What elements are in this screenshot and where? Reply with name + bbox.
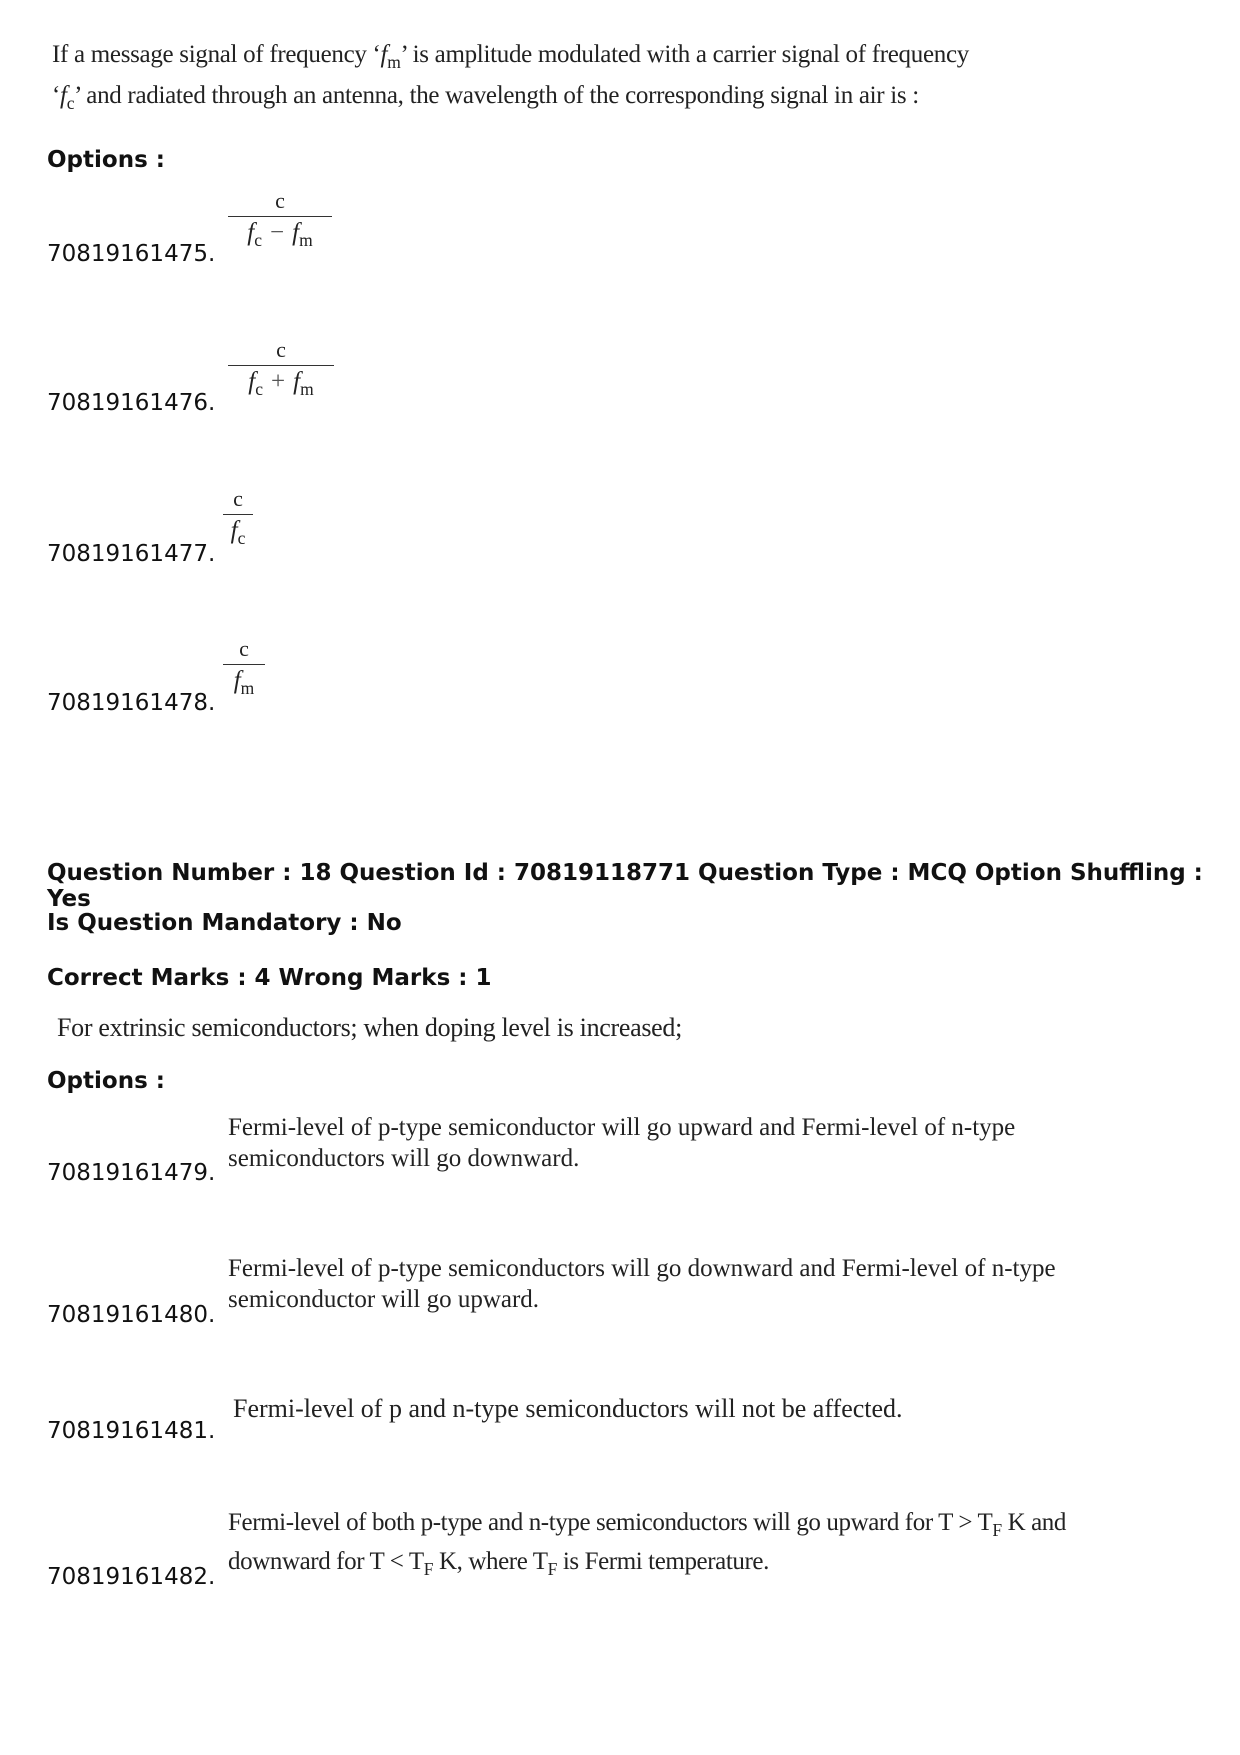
option-id: 70819161479. bbox=[47, 1160, 216, 1186]
option-id: 70819161478. bbox=[47, 690, 216, 716]
options-label: Options : bbox=[47, 1068, 165, 1094]
question-17-text bbox=[52, 38, 1152, 120]
option-text: Fermi-level of p and n-type semiconductors will not be affected. bbox=[233, 1394, 903, 1423]
option-id: 70819161477. bbox=[47, 541, 216, 567]
fraction-option-1: c $f_c - f_m$ bbox=[228, 188, 332, 251]
question-mandatory: Is Question Mandatory : No bbox=[47, 910, 402, 936]
options-label: Options : bbox=[47, 147, 165, 173]
option-id: 70819161480. bbox=[47, 1302, 216, 1328]
fraction-option-2: c $f_c + f_m$ bbox=[228, 337, 334, 400]
option-id: 70819161475. bbox=[47, 241, 216, 267]
option-id: 70819161482. bbox=[47, 1564, 216, 1590]
option-text: Fermi-level of both p-type and n-type semiconductors will go upward for $T > T_F$ K and downward for $T < T_F$ K, where $T_F$ is Fermi temperature. bbox=[228, 1509, 1067, 1580]
fraction-option-4: c $f_m$ bbox=[223, 636, 265, 699]
question-marks: Correct Marks : 4 Wrong Marks : 1 bbox=[47, 965, 492, 991]
question-17-line-2: ‘$f_c$’ and radiated through an antenna, the wavelength of the corresponding signal in air is : bbox=[52, 82, 919, 114]
fraction-option-3: c $f_c$ bbox=[223, 486, 253, 549]
option-text: Fermi-level of p-type semiconductor will go upward and Fermi-level of n-type semiconductors will go downward. bbox=[228, 1114, 1016, 1172]
question-17-line-1: If a message signal of frequency ‘$f_m$’ is amplitude modulated with a carrier signal of frequency bbox=[52, 41, 969, 73]
option-id: 70819161476. bbox=[47, 390, 216, 416]
option-text: Fermi-level of p-type semiconductors will go downward and Fermi-level of n-type semiconductor will go upward. bbox=[228, 1255, 1056, 1313]
option-id: 70819161481. bbox=[47, 1418, 216, 1444]
question-meta: Question Number : 18 Question Id : 70819118771 Question Type : MCQ Option Shuffling : Yes bbox=[47, 860, 1203, 912]
question-18-text: For extrinsic semiconductors; when doping level is increased; bbox=[57, 1013, 683, 1042]
